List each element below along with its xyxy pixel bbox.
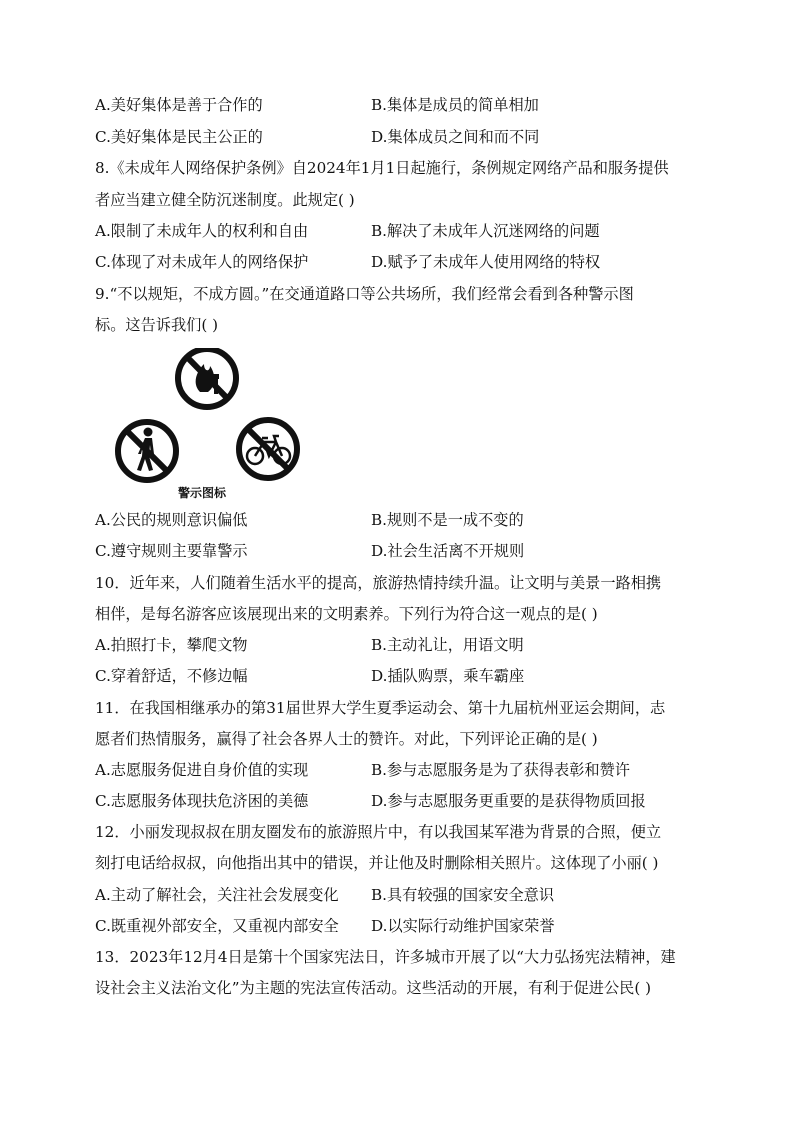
q11-option-b: B.参与志愿服务是为了获得表彰和赞许 xyxy=(371,761,630,779)
warning-signs-figure xyxy=(112,348,312,500)
q7-option-b: B.集体是成员的简单相加 xyxy=(371,96,539,114)
no-fire-sign-icon xyxy=(178,349,236,407)
q11-option-a: A.志愿服务促进自身价值的实现 xyxy=(95,761,309,779)
warning-signs-svg xyxy=(112,348,312,488)
q9-option-c: C.遵守规则主要靠警示 xyxy=(95,542,248,560)
q12-option-row-2 xyxy=(95,916,715,936)
q9-option-d: D.社会生活离不开规则 xyxy=(371,542,525,560)
q10-option-row-1 xyxy=(95,635,715,655)
q11-option-row-2 xyxy=(95,791,715,811)
q9-stem-line-2: 标。这告诉我们( ) xyxy=(95,316,218,334)
q7-option-a: A.美好集体是善于合作的 xyxy=(95,96,263,114)
q8-option-b: B.解决了未成年人沉迷网络的问题 xyxy=(371,222,600,240)
no-pedestrian-sign-icon xyxy=(118,422,176,480)
q9-option-row-2 xyxy=(95,541,715,561)
q10-option-c: C.穿着舒适，不修边幅 xyxy=(95,667,248,685)
q9-stem-line-1: 9.“不以规矩，不成方圆。”在交通道路口等公共场所，我们经常会看到各种警示图 xyxy=(95,285,634,303)
q13-stem-line-1: 13．2023年12月4日是第十个国家宪法日，许多城市开展了以“大力弘扬宪法精神，建 xyxy=(95,948,676,966)
figure-caption: 警示图标 xyxy=(178,486,227,500)
q12-option-c: C.既重视外部安全，又重视内部安全 xyxy=(95,917,339,935)
q11-option-d: D.参与志愿服务更重要的是获得物质回报 xyxy=(371,792,646,810)
q13-stem-line-2: 设社会主义法治文化”为主题的宪法宣传活动。这些活动的开展，有利于促进公民( ) xyxy=(95,979,652,997)
q9-option-b: B.规则不是一成不变的 xyxy=(371,511,524,529)
q9-option-row-1 xyxy=(95,510,715,530)
q9-option-a: A.公民的规则意识偏低 xyxy=(95,511,248,529)
q10-option-b: B.主动礼让，用语文明 xyxy=(371,636,524,654)
q10-option-d: D.插队购票，乘车霸座 xyxy=(371,667,525,685)
q12-option-d: D.以实际行动维护国家荣誉 xyxy=(371,917,555,935)
q12-option-a: A.主动了解社会，关注社会发展变化 xyxy=(95,886,339,904)
q7-option-row-2 xyxy=(95,127,715,147)
no-bicycle-sign-icon xyxy=(239,420,297,478)
q8-option-row-2 xyxy=(95,252,715,272)
q10-option-a: A.拍照打卡，攀爬文物 xyxy=(95,636,248,654)
q11-option-c: C.志愿服务体现扶危济困的美德 xyxy=(95,792,309,810)
q11-stem-line-1: 11．在我国相继承办的第31届世界大学生夏季运动会、第十九届杭州亚运会期间，志 xyxy=(95,699,666,717)
q8-option-c: C.体现了对未成年人的网络保护 xyxy=(95,253,309,271)
q8-option-a: A.限制了未成年人的权利和自由 xyxy=(95,222,309,240)
q8-option-d: D.赋予了未成年人使用网络的特权 xyxy=(371,253,601,271)
q12-stem-line-2: 刻打电话给叔叔，向他指出其中的错误，并让他及时删除相关照片。这体现了小丽( ) xyxy=(95,854,659,872)
q10-option-row-2 xyxy=(95,666,715,686)
q10-stem-line-2: 相伴，是每名游客应该展现出来的文明素养。下列行为符合这一观点的是( ) xyxy=(95,605,598,623)
q12-stem-line-1: 12．小丽发现叔叔在朋友圈发布的旅游照片中，有以我国某军港为背景的合照，便立 xyxy=(95,823,662,841)
q11-stem-line-2: 愿者们热情服务，赢得了社会各界人士的赞许。对此，下列评论正确的是( ) xyxy=(95,730,598,748)
q8-option-row-1 xyxy=(95,221,715,241)
q7-option-row-1 xyxy=(95,95,715,115)
q12-option-b: B.具有较强的国家安全意识 xyxy=(371,886,555,904)
q11-option-row-1 xyxy=(95,760,715,780)
q12-option-row-1 xyxy=(95,885,715,905)
q10-stem-line-1: 10．近年来，人们随着生活水平的提高，旅游热情持续升温。让文明与美景一路相携 xyxy=(95,574,662,592)
q7-option-d: D.集体成员之间和而不同 xyxy=(371,128,540,146)
q8-stem-line-1: 8.《未成年人网络保护条例》自2024年1月1日起施行，条例规定网络产品和服务提供 xyxy=(95,159,669,177)
q8-stem-line-2: 者应当建立健全防沉迷制度。此规定( ) xyxy=(95,191,355,209)
q7-option-c: C.美好集体是民主公正的 xyxy=(95,128,263,146)
